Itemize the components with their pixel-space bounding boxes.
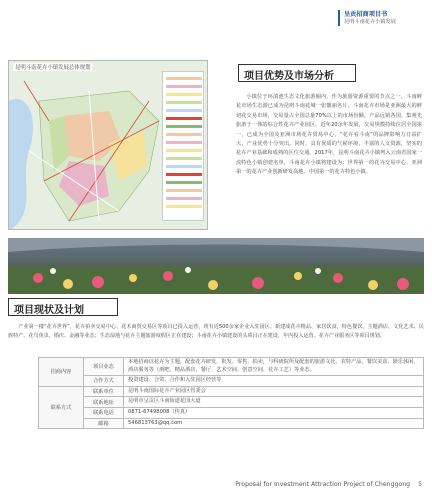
table-value: 546813763@qq.com <box>124 418 424 429</box>
table-row <box>39 407 424 418</box>
market-photo <box>8 238 424 294</box>
table-value: 昆明斗南国际花卉产业园区管委会 <box>124 386 424 397</box>
table-group-label: 招商内容 <box>39 358 84 387</box>
table-group-label: 联系方式 <box>39 386 84 428</box>
header-subtitle: 昆明斗南花卉小镇发展 <box>344 19 396 25</box>
table-value: 0871-67498008（传真） <box>124 407 424 418</box>
header-title: 呈贡招商项目书 <box>344 11 388 18</box>
advantages-paragraph: 小镇位于环滇池生态文化旅游圈内，作为旅游资源重要的节点之一，斗南鲜花市场生态游已成为昆明斗南花城一张靓丽名片。斗南花卉市场是亚洲最大的鲜切花交易市场，交易量占全国总量70%以上的市场份额，产品远销各国，集观光旅游于一体的综合性花卉产业园区。近年20余年发展，交易规模持续位居全国第一，已成为全国及亚洲市场花卉贸易中心，“花卉看斗南”的品牌影响力日益扩大，产业优势十分突出。同时，具有优质的气候环境、丰富的人文资源，坚实的花卉产业基础和成熟的区位交通。2017年，昆明斗南花卉小镇列入云南省国家一流特色小镇创建名单，斗南花卉小镇将建设为：世界第一的花卉交易中心、亚洲第一的花卉产业创新研发高地、中国第一的花卉特色小镇。 <box>236 94 422 176</box>
footer-text: Proposal for Investment Attraction Project of Chenggong <box>235 481 411 488</box>
page-number: 5 <box>418 481 422 488</box>
table-row <box>39 358 424 376</box>
table-value: 投资建设、合资、合作和入驻园区经营等 <box>124 376 424 387</box>
table-label: 联系地址 <box>84 397 124 408</box>
table-label: 联系电话 <box>84 407 124 418</box>
section-title-status <box>8 298 118 316</box>
status-paragraph: 产业第一楼“花卉世界”，花卉拍卖交易中心、花木商贸交易区等项目已投入运营，现有近500余家企业入驻园区。新建成花卉精品、家居饮食、特色餐饮、主题酒店、文化艺术、民族特产、花鸟鱼虫、婚庆、金融等业态；生态湿地与花卉主题旅游度假区正在建设；斗南花卉小镇建设的头项目正在建设，年内投入运营。花卉产业服务区等项目规划。 <box>8 324 424 339</box>
map-caption: 昆明斗南花卉小镇发展总体规划 <box>15 65 91 71</box>
section-title-advantages <box>238 64 356 82</box>
table-label: 合作方式 <box>84 376 124 387</box>
table-row <box>39 376 424 387</box>
flower-market-image <box>8 238 424 294</box>
table-row <box>39 418 424 429</box>
table-value: 昆明市呈贡区斗南街道花园大道 <box>124 397 424 408</box>
table-row <box>39 386 424 397</box>
table-value: 本地招商以花卉为主题，配套花卉研发、批发、零售、拍卖，与科研院所及配套的旅游文化、农特产品、餐饮美食、娱乐休闲、酒店服务等（酒吧、精品酒店、餐厅、艺术空间、创意空间、花卉工艺）等业态。 <box>124 358 424 376</box>
section-title-status-text: 项目现状及计划 <box>14 305 84 316</box>
page-footer <box>235 481 422 488</box>
master-plan-map <box>8 60 208 230</box>
table-row <box>39 397 424 408</box>
table-label: 邮箱 <box>84 418 124 429</box>
info-table <box>38 357 424 429</box>
header-accent-bar <box>338 10 340 26</box>
section-title-advantages-text: 项目优势及市场分析 <box>244 71 334 82</box>
map-legend <box>162 71 204 221</box>
table-label: 联系单位 <box>84 386 124 397</box>
table-label: 项目业态 <box>84 358 124 376</box>
